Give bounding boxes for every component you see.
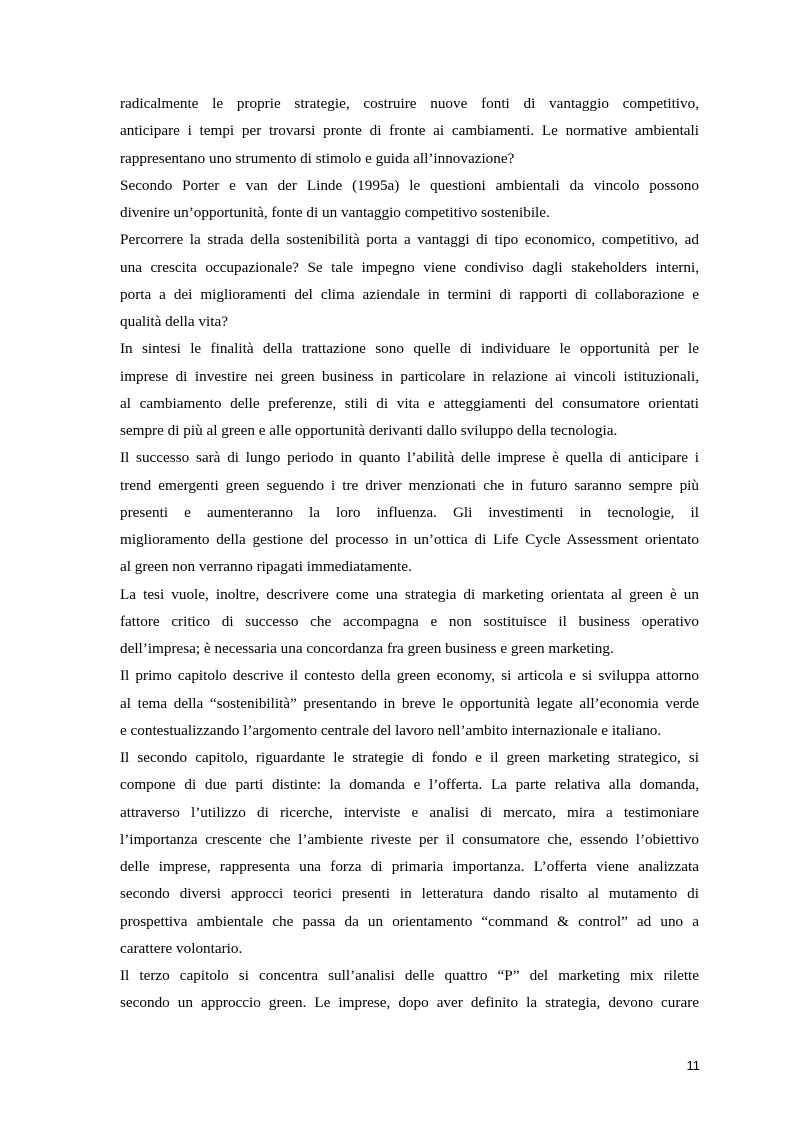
text-line: rappresentano uno strumento di stimolo e guida all’innovazione? xyxy=(120,149,515,167)
text-line: Il successo sarà di lungo periodo in quanto l’abilità delle imprese è quella di anticipare i xyxy=(120,449,699,467)
text-line: divenire un’opportunità, fonte di un vantaggio competitivo sostenibile. xyxy=(120,204,550,221)
text-line: secondo diversi approcci teorici presenti in letteratura dando risalto al mutamento di xyxy=(120,885,699,903)
text-line: presenti e aumenteranno la loro influenza. Gli investimenti in tecnologie, il xyxy=(120,503,699,521)
text-line: sempre di più al green e alle opportunità derivanti dallo sviluppo della tecnologia. xyxy=(120,422,618,439)
text-line: radicalmente le proprie strategie, costruire nuove fonti di vantaggio competitivo, xyxy=(120,95,699,112)
text-line: miglioramento della gestione del processo in un’ottica di Life Cycle Assessment orientato xyxy=(120,531,699,548)
text-line: e contestualizzando l’argomento centrale del lavoro nell’ambito internazionale e italiano. xyxy=(120,721,662,739)
text-line: al green non verranno ripagati immediatamente. xyxy=(120,558,412,576)
text-line: imprese di investire nei green business in particolare in relazione ai vincoli istituzionali, xyxy=(120,367,699,385)
text-line: Il secondo capitolo, riguardante le strategie di fondo e il green marketing strategico, si xyxy=(120,749,699,766)
text-line: In sintesi le finalità della trattazione sono quelle di individuare le opportunità per le xyxy=(120,340,699,358)
text-line: compone di due parti distinte: la domanda e l’offerta. La parte relativa alla domanda, xyxy=(120,776,699,794)
text-line: l’importanza crescente che l’ambiente riveste per il consumatore che, essendo l’obiettivo xyxy=(120,830,699,848)
text-line: trend emergenti green seguendo i tre driver menzionati che in futuro saranno sempre più xyxy=(120,476,699,494)
text-line: Secondo Porter e van der Linde (1995a) le questioni ambientali da vincolo possono xyxy=(120,176,699,194)
text-line: al cambiamento delle preferenze, stili di vita e atteggiamenti del consumatore orientati xyxy=(120,394,699,412)
text-line: una crescita occupazionale? Se tale impegno viene condiviso dagli stakeholders interni, xyxy=(120,258,699,276)
text-line: carattere volontario. xyxy=(120,939,243,957)
text-line: secondo un approccio green. Le imprese, dopo aver definito la strategia, devono curare xyxy=(120,994,699,1012)
text-line: prospettiva ambientale che passa da un orientamento “command & control” ad uno a xyxy=(120,912,699,930)
text-line: dell’impresa; è necessaria una concordanza fra green business e green marketing. xyxy=(120,640,614,657)
text-line: delle imprese, rappresenta una forza di primaria importanza. L’offerta viene analizzata xyxy=(120,858,699,875)
text-line: anticipare i tempi per trovarsi pronte di fronte ai cambiamenti. Le normative ambientali xyxy=(120,122,699,140)
text-line: attraverso l’utilizzo di ricerche, interviste e analisi di mercato, mira a testimoniare xyxy=(120,803,699,821)
text-line: fattore critico di successo che accompagna e non sostituisce il business operativo xyxy=(120,612,699,630)
page-number: 11 xyxy=(686,1058,700,1073)
text-line: qualità della vita? xyxy=(120,313,228,330)
text-line: Il terzo capitolo si concentra sull’analisi delle quattro “P” del marketing mix rilette xyxy=(120,967,699,984)
text-line: Il primo capitolo descrive il contesto della green economy, si articola e si sviluppa attorno xyxy=(120,667,699,685)
text-line: Percorrere la strada della sostenibilità porta a vantaggi di tipo economico, competitivo, ad xyxy=(120,231,699,249)
text-line: al tema della “sostenibilità” presentando in breve le opportunità legate all’economia verde xyxy=(120,694,699,712)
page-body xyxy=(120,90,699,1017)
text-line: porta a dei miglioramenti del clima aziendale in termini di rapporti di collaborazione e xyxy=(120,285,699,303)
text-line: La tesi vuole, inoltre, descrivere come una strategia di marketing orientata al green è un xyxy=(120,585,699,603)
